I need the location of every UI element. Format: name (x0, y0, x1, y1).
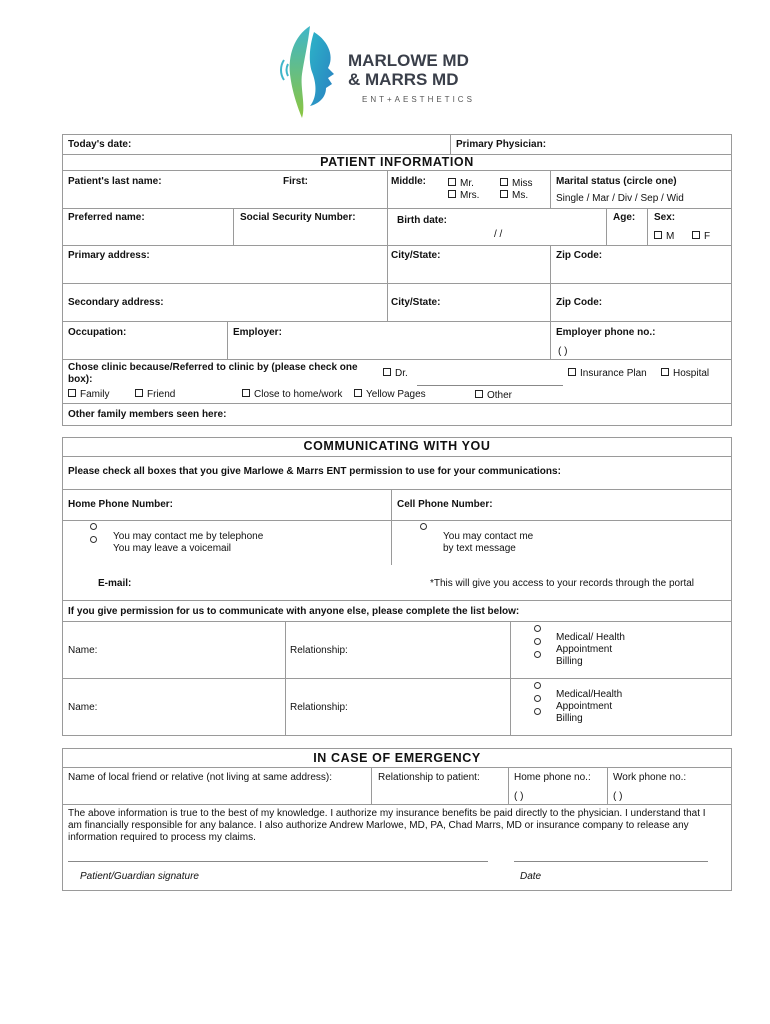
logo-line2: & MARRS MD (348, 70, 459, 89)
portal-note: *This will give you access to your records through the portal (430, 578, 695, 589)
home-phone-field[interactable]: Home Phone Number: (68, 499, 174, 510)
contact-2-appointment-label: Appointment (556, 701, 613, 712)
title-mrs-checkbox[interactable]: Mrs. (448, 190, 479, 202)
logo-line1: MARLOWE MD (348, 51, 469, 70)
contact-1-relationship-field[interactable]: Relationship: (290, 645, 348, 656)
home-phone-parens: ( ) (514, 791, 524, 802)
local-contact-field[interactable]: Name of local friend or relative (not living at same address): (68, 772, 333, 783)
zip-code-field[interactable]: Zip Code: (556, 250, 603, 261)
emergency-work-phone-field[interactable]: Work phone no.: (613, 772, 687, 783)
referral-insurance-checkbox[interactable]: Insurance Plan (568, 368, 647, 380)
contact-2-name-field[interactable]: Name: (68, 702, 98, 713)
last-name-field[interactable]: Patient's last name: (68, 176, 162, 187)
cell-phone-field[interactable]: Cell Phone Number: (397, 499, 493, 510)
authorization-statement: The above information is true to the best of my knowledge. I authorize my insurance benefits be paid directly to the physician. I understand that I am financially responsible for any balance. I also authorize Andrew Marlowe, MD, PA, Chad Marrs, MD or insurance company to release any information required to process my claims. (68, 808, 706, 843)
logo-tagline: ENT+AESTHETICS (362, 95, 475, 104)
contact-1-billing-label: Billing (556, 656, 583, 667)
patient-info-heading: PATIENT INFORMATION (320, 155, 474, 169)
age-field[interactable]: Age: (613, 212, 636, 223)
primary-address-field[interactable]: Primary address: (68, 250, 150, 261)
telephone-option-label: You may contact me by telephone (113, 531, 264, 542)
contact-1-name-field[interactable]: Name: (68, 645, 98, 656)
first-name-field[interactable]: First: (283, 176, 308, 187)
referral-friend-checkbox[interactable]: Friend (135, 389, 175, 401)
referral-other-checkbox[interactable]: Other (475, 390, 512, 402)
referral-family-checkbox[interactable]: Family (68, 389, 109, 401)
telephone-option-radio[interactable] (90, 522, 97, 534)
employer-field[interactable]: Employer: (233, 327, 282, 338)
text-option-label-2: by text message (443, 543, 516, 554)
sex-label: Sex: (654, 212, 676, 223)
voicemail-option-radio[interactable] (90, 535, 97, 547)
city-state-field[interactable]: City/State: (391, 250, 441, 261)
contact-1-appointment-label: Appointment (556, 644, 613, 655)
face-profile-icon (280, 22, 340, 122)
title-ms-checkbox[interactable]: Ms. (500, 190, 528, 202)
chose-clinic-label: Chose clinic because/Referred to clinic by (please check one (68, 362, 358, 373)
permission-instruction: If you give permission for us to communicate with anyone else, please complete the list below: (68, 606, 520, 617)
marital-status-options[interactable]: Single / Mar / Div / Sep / Wid (556, 193, 684, 204)
referral-dr-checkbox[interactable]: Dr. (383, 368, 408, 380)
date-field[interactable]: Date (520, 871, 542, 882)
todays-date-label: Today's date: (68, 139, 132, 150)
referral-yellow-pages-checkbox[interactable]: Yellow Pages (354, 389, 426, 401)
contact-1-medical-label: Medical/ Health (556, 632, 625, 643)
secondary-address-field[interactable]: Secondary address: (68, 297, 164, 308)
title-miss-checkbox[interactable]: Miss (500, 178, 533, 190)
referral-close-checkbox[interactable]: Close to home/work (242, 389, 342, 401)
sex-male-checkbox[interactable]: M (654, 231, 674, 243)
birth-date-slashes: / / (494, 229, 503, 240)
referral-hospital-checkbox[interactable]: Hospital (661, 368, 709, 380)
other-family-field[interactable]: Other family members seen here: (68, 409, 227, 420)
contact-2-relationship-field[interactable]: Relationship: (290, 702, 348, 713)
voicemail-option-label: You may leave a voicemail (113, 543, 232, 554)
contact-1-option-radio-1[interactable] (534, 637, 541, 649)
signature-field[interactable]: Patient/Guardian signature (80, 871, 199, 882)
contact-2-medical-label: Medical/Health (556, 689, 623, 700)
employer-phone-parens: ( ) (558, 346, 568, 357)
chose-clinic-label-2: box): (68, 374, 93, 385)
contact-2-option-radio-0[interactable] (534, 681, 541, 693)
contact-2-billing-label: Billing (556, 713, 583, 724)
sex-female-checkbox[interactable]: F (692, 231, 710, 243)
contact-1-option-radio-0[interactable] (534, 624, 541, 636)
marital-status-label: Marital status (circle one) (556, 176, 677, 187)
city-state-2-field[interactable]: City/State: (391, 297, 441, 308)
email-field[interactable]: E-mail: (98, 578, 132, 589)
title-mr-checkbox[interactable]: Mr. (448, 178, 474, 190)
emergency-heading: IN CASE OF EMERGENCY (313, 751, 481, 765)
ssn-field[interactable]: Social Security Number: (240, 212, 356, 223)
communication-intro: Please check all boxes that you give Marlowe & Marrs ENT permission to use for your communications: (68, 466, 561, 477)
work-phone-parens: ( ) (613, 791, 623, 802)
contact-1-option-radio-2[interactable] (534, 650, 541, 662)
occupation-field[interactable]: Occupation: (68, 327, 127, 338)
communication-heading: COMMUNICATING WITH YOU (303, 439, 491, 453)
text-option-radio[interactable] (420, 522, 427, 534)
text-option-label-1: You may contact me (443, 531, 534, 542)
birth-date-field[interactable]: Birth date: (397, 215, 447, 226)
logo (280, 22, 510, 122)
contact-2-option-radio-2[interactable] (534, 707, 541, 719)
contact-2-option-radio-1[interactable] (534, 694, 541, 706)
primary-physician-label: Primary Physician: (456, 139, 547, 150)
emergency-home-phone-field[interactable]: Home phone no.: (514, 772, 591, 783)
zip-code-2-field[interactable]: Zip Code: (556, 297, 603, 308)
preferred-name-field[interactable]: Preferred name: (68, 212, 145, 223)
emergency-relationship-field[interactable]: Relationship to patient: (378, 772, 480, 783)
employer-phone-field[interactable]: Employer phone no.: (556, 327, 656, 338)
middle-name-field[interactable]: Middle: (391, 176, 426, 187)
